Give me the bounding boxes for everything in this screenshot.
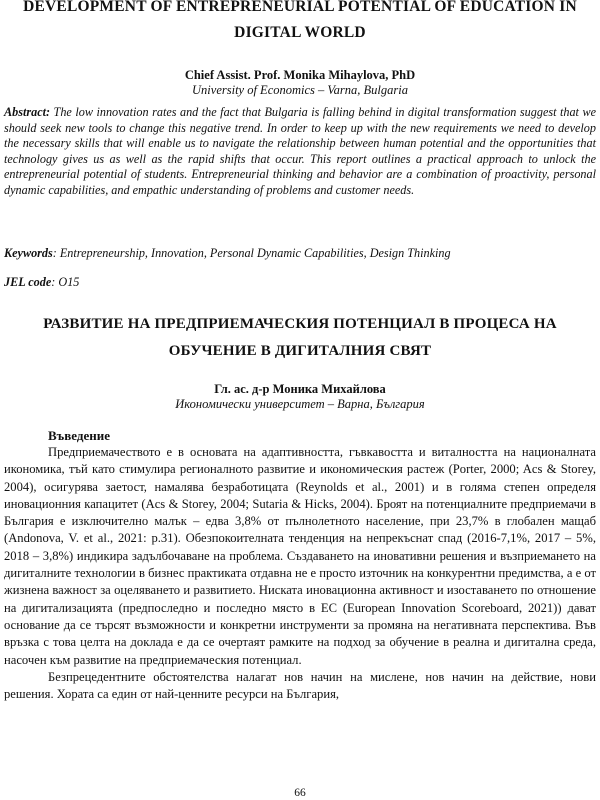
body-paragraph: Предприемачеството е в основата на адаптивността, гъвкавостта и виталността на националната икономика, тъй като стимулира регионалното развитие и икономическия растеж (Porter, 2000; Acs & Storey, 2004), осигурява заетост, намалява безработицата (Reynolds et al., 2001) и в голяма степен определя иновационния капацитет (Acs & Storey, 2004; Sutaria & Hicks, 2004). Броят на потенциалните предприемачи в България е изключително малък – едва 3,8% от пълнолетното население, при 23,7% в глобален мащаб (Andonova, V. et al., 2021: p.31). Обезпокоителната тенденция на непрекъснат спад (2016-7,1%, 2017 – 5%, 2018 – 3,8%) индикира задълбочаване на проблема. Създаването на иновативни решения и възприемането на дигиталните технологии в бизнес практиката отдавна не е просто източник на конкурентни предимства, а е от жизнена важност за оцеляването и развитието. Ниската иновационна активност и изоставането по отношение на дигитализацията (предпоследно и последно място в ЕС (European Innovation Scoreboard, 2021)) дават основание да се търсят възможности и конкретни инструменти за промяна на негативната перспектива. Във връзка с това целта на доклада е да се очертаят рамките на подход за обучение в реална и дигитална среда, насочен към развитие на предприемаческия потенциал.	[4, 445, 596, 667]
author-block-en	[20, 68, 580, 98]
abstract-label: Abstract:	[4, 105, 51, 119]
keywords-label: Keywords	[4, 246, 53, 260]
paper-title-en: DEVELOPMENT OF ENTREPRENEURIAL POTENTIAL OF EDUCATION IN DIGITAL WORLD	[23, 0, 577, 41]
body-paragraph: Безпрецедентните обстоятелства налагат нов начин на мислене, нов начин на действие, нови решения. Хората са един от най-ценните ресурси на България,	[4, 669, 596, 702]
author-affiliation-en: University of Economics – Varna, Bulgaria	[192, 83, 408, 97]
body-text	[4, 444, 596, 703]
paper-title-bg: РАЗВИТИЕ НА ПРЕДПРИЕМАЧЕСКИЯ ПОТЕНЦИАЛ В ПРОЦЕСА НА ОБУЧЕНИЕ В ДИГИТАЛНИЯ СВЯТ	[43, 316, 557, 359]
jel-code	[4, 275, 79, 290]
author-name-bg: Гл. ас. д-р Моника Михайлова	[214, 382, 386, 396]
jel-text: : O15	[51, 275, 80, 289]
author-block-bg	[20, 382, 580, 412]
page-number: 66	[294, 787, 306, 799]
abstract	[4, 105, 596, 199]
jel-label: JEL code	[4, 275, 52, 289]
keywords-text: : Entrepreneurship, Innovation, Personal Dynamic Capabilities, Design Thinking	[52, 246, 451, 260]
section-heading: Въведение	[48, 428, 110, 443]
author-affiliation-bg: Икономически университет – Варна, България	[175, 397, 425, 411]
abstract-text: The low innovation rates and the fact that Bulgaria is falling behind in digital transformation suggest that we should seek new tools to change this negative trend. In order to keep up with the new requirements we need to develop the necessary skills that will enable us to navigate the relationship between human potential and the opportunities that technology gives us as well as the rapid shifts that occur. This report outlines a practical approach to unlock the entrepreneurial potential of students. Entrepreneurial thinking and behavior are a combination of proactivity, personal dynamic capabilities, and empathic understanding of problems and customer needs.	[4, 105, 596, 197]
keywords	[4, 246, 596, 261]
author-name-en: Chief Assist. Prof. Monika Mihaylova, PhD	[184, 68, 416, 82]
